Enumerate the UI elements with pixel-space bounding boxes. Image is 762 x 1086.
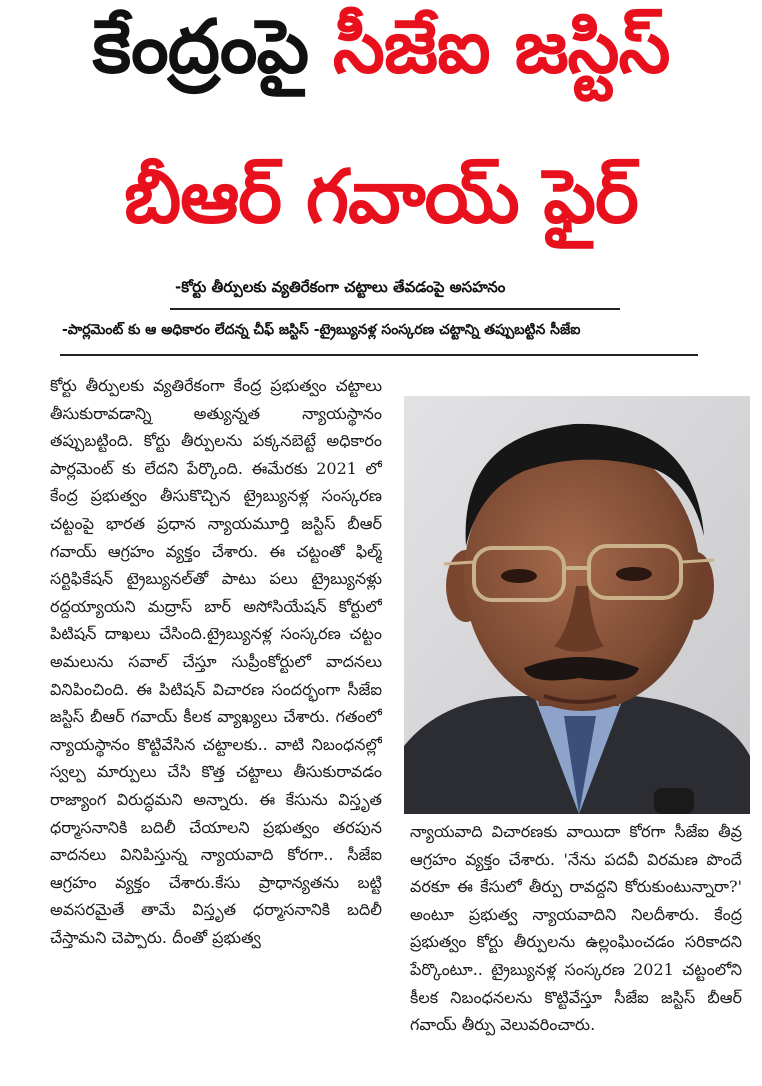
article-paragraph: కోర్టు తీర్పులకు వ్యతిరేకంగా కేంద్ర ప్రభుత్వం చట్టాలు తీసుకురావడాన్ని అత్యున్నత న్యాయస్థానం తప్పుబట్టింది. కోర్టు తీర్పులను పక్కనబెట్టే అధికారం పార్లమెంట్ కు లేదని పేర్కొంది. ఈమేరకు 2021 లో కేంద్ర ప్రభుత్వం తీసుకొచ్చిన ట్రైబ్యునళ్ల సంస్కరణ చట్టంపై భారత ప్రధాన న్యాయమూర్తి జస్టిస్ బీఆర్ గవాయ్ ఆగ్రహం వ్యక్తం చేశారు. ఈ చట్టంతో ఫిల్మ్ సర్టిఫికేషన్ ట్రైబ్యునల్‌తో పాటు పలు ట్రైబ్యునళ్లు రద్దయ్యాయని మద్రాస్ బార్ అసోసియేషన్ కోర్టులో పిటిషన్ దాఖలు చేసింది.ట్రైబ్యునళ్ల సంస్కరణ చట్టం అమలును సవాల్ చేస్తూ సుప్రీంకోర్టులో వాదనలు వినిపించింది. ఈ పిటిషన్ విచారణ సందర్భంగా సీజేఐ జస్టిస్ బీఆర్ గవాయ్ కీలక వ్యాఖ్యలు చేశారు. గతంలో న్యాయస్థానం కొట్టివేసిన చట్టాలకు.. వాటి నిబంధనల్లో స్వల్ప మార్పులు చేసి కొత్త చట్టాలు తీసుకురావడం రాజ్యాంగ విరుద్ధమని అన్నారు. ఈ కేసును విస్తృత ధర్మాసనానికి బదిలీ చేయాలని ప్రభుత్వం తరపున వాదనలు వినిపిస్తున్న న్యాయవాది కోరగా.. సీజేఐ ఆగ్రహం వ్యక్తం చేశారు.కేసు ప్రాధాన్యతను బట్టి అవసరమైతే తామే విస్తృత ధర్మాసనానికి బదిలీ చేస్తామని చెప్పారు. దీంతో ప్రభుత్వ — [50, 376, 382, 947]
subheading-1: -కోర్టు తీర్పులకు వ్యతిరేకంగా చట్టాలు తేవడంపై అసహనం — [175, 278, 506, 296]
subheading-2: -పార్లమెంట్ కు ఆ అధికారం లేదన్న చీఫ్ జస్టిస్ -ట్రైబ్యునళ్ల సంస్కరణ చట్టాన్ని తప్పుబట్టిన సీజేఐ — [62, 322, 581, 338]
portrait-illustration — [404, 396, 750, 814]
divider-2 — [60, 354, 698, 356]
article-body — [50, 372, 382, 1086]
headline-red-text-1: సీజేఐ జస్టిస్ — [332, 4, 670, 90]
divider-1 — [170, 308, 620, 310]
headline-line-2 — [0, 154, 762, 240]
article-continuation — [410, 818, 742, 1086]
headline-red-text-2: బీఆర్ గవాయ్ ఫైర్ — [124, 154, 638, 240]
headline-black-text: కేంద్రంపై — [92, 4, 309, 90]
headline-line-1 — [0, 4, 762, 90]
cji-portrait-photo — [404, 396, 750, 814]
continuation-paragraph: న్యాయవాది విచారణకు వాయిదా కోరగా సీజేఐ తీవ్ర ఆగ్రహం వ్యక్తం చేశారు. 'నేను పదవీ విరమణ పొందే వరకూ ఈ కేసులో తీర్పు రావద్దని కోరుకుంటున్నారా?' అంటూ ప్రభుత్వ న్యాయవాదిని నిలదీశారు. కేంద్ర ప్రభుత్వం కోర్టు తీర్పులను ఉల్లంఘించడం సరికాదని పేర్కొంటూ.. ట్రైబ్యునళ్ల సంస్కరణ 2021 చట్టంలోని కీలక నిబంధనలను కొట్టివేస్తూ సీజేఐ జస్టిస్ బీఆర్ గవాయ్ తీర్పు వెలువరించారు. — [410, 822, 742, 1035]
